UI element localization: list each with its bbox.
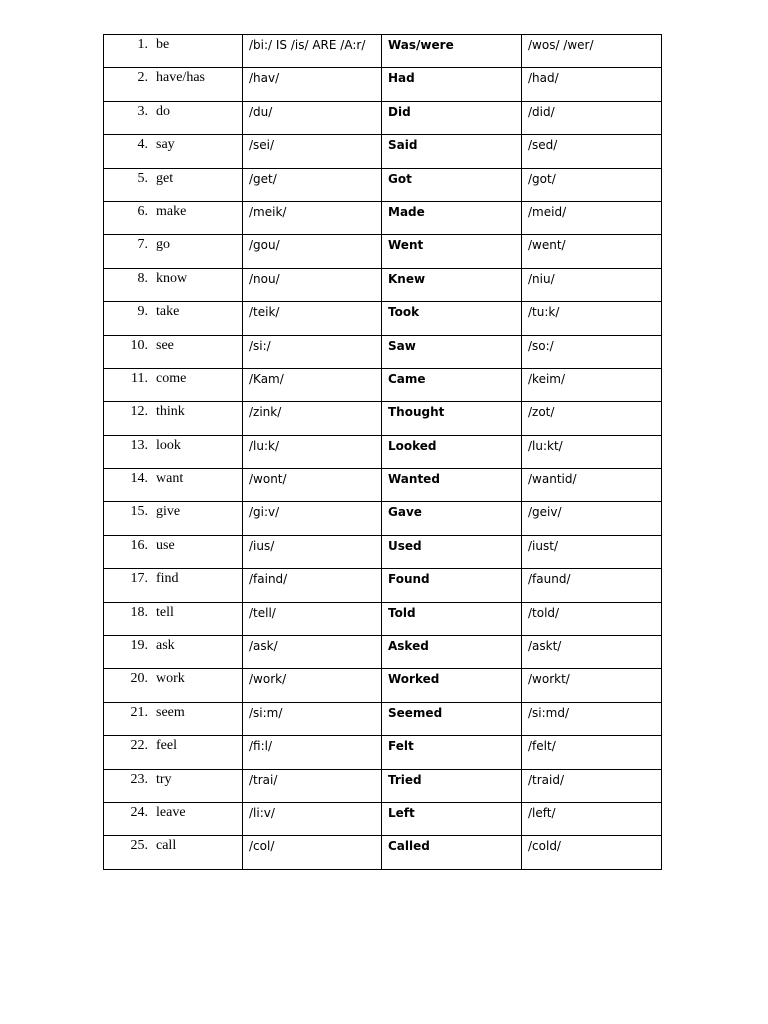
- verb-cell: [104, 736, 243, 769]
- verb-word: give: [156, 504, 181, 520]
- verb-cell: [104, 702, 243, 735]
- table-row: [104, 769, 662, 802]
- row-number: 7.: [137, 237, 148, 253]
- verb-cell: [104, 836, 243, 869]
- present-pronunciation-cell: /nou/: [243, 268, 382, 301]
- past-pronunciation-cell: /had/: [522, 68, 662, 101]
- past-pronunciation-cell: /tu:k/: [522, 302, 662, 335]
- verb-word: see: [156, 337, 174, 353]
- table-row: [104, 235, 662, 268]
- table-row: [104, 669, 662, 702]
- verb-word: go: [156, 237, 170, 253]
- present-pronunciation-cell: /li:v/: [243, 802, 382, 835]
- table-row: [104, 736, 662, 769]
- verb-word: say: [156, 137, 175, 153]
- verb-word: leave: [156, 804, 186, 820]
- verb-cell: [104, 101, 243, 134]
- table-row: [104, 836, 662, 869]
- table-row: [104, 68, 662, 101]
- present-pronunciation-cell: /meik/: [243, 201, 382, 234]
- row-number: 13.: [130, 437, 148, 453]
- present-pronunciation-cell: /tell/: [243, 602, 382, 635]
- past-pronunciation-cell: /keim/: [522, 368, 662, 401]
- past-tense-cell: Got: [382, 168, 522, 201]
- verb-word: come: [156, 370, 187, 386]
- past-tense-cell: Used: [382, 535, 522, 568]
- row-number: 1.: [137, 37, 148, 52]
- row-number: 24.: [130, 804, 148, 820]
- verb-cell: [104, 68, 243, 101]
- past-tense-cell: Did: [382, 101, 522, 134]
- verb-cell: [104, 402, 243, 435]
- past-tense-cell: Seemed: [382, 702, 522, 735]
- past-pronunciation-cell: /askt/: [522, 636, 662, 669]
- present-pronunciation-cell: /gi:v/: [243, 502, 382, 535]
- verb-word: work: [156, 671, 185, 687]
- table-row: [104, 168, 662, 201]
- present-pronunciation-cell: /sei/: [243, 135, 382, 168]
- past-pronunciation-cell: /geiv/: [522, 502, 662, 535]
- past-tense-cell: Called: [382, 836, 522, 869]
- past-tense-cell: Looked: [382, 435, 522, 468]
- verb-word: use: [156, 537, 175, 553]
- table-row: [104, 201, 662, 234]
- verb-cell: [104, 35, 243, 68]
- table-row: [104, 636, 662, 669]
- past-tense-cell: Worked: [382, 669, 522, 702]
- past-tense-cell: Gave: [382, 502, 522, 535]
- verb-cell: [104, 268, 243, 301]
- row-number: 19.: [130, 638, 148, 654]
- table-row: [104, 135, 662, 168]
- verb-word: know: [156, 270, 188, 286]
- past-pronunciation-cell: /felt/: [522, 736, 662, 769]
- verb-cell: [104, 201, 243, 234]
- verb-cell: [104, 235, 243, 268]
- verb-word: make: [156, 203, 187, 219]
- past-tense-cell: Said: [382, 135, 522, 168]
- verb-cell: [104, 636, 243, 669]
- verb-word: look: [156, 437, 181, 453]
- verb-cell: [104, 802, 243, 835]
- table-row: [104, 469, 662, 502]
- verb-cell: [104, 469, 243, 502]
- row-number: 12.: [130, 404, 148, 420]
- verb-word: call: [156, 838, 177, 854]
- present-pronunciation-cell: /du/: [243, 101, 382, 134]
- verb-word: tell: [156, 604, 174, 620]
- present-pronunciation-cell: /get/: [243, 168, 382, 201]
- past-tense-cell: Was/were: [382, 35, 522, 68]
- table-row: [104, 802, 662, 835]
- past-pronunciation-cell: /so:/: [522, 335, 662, 368]
- row-number: 20.: [130, 671, 148, 687]
- table-row: [104, 402, 662, 435]
- table-row: [104, 602, 662, 635]
- verb-word: do: [156, 103, 170, 119]
- table-row: [104, 101, 662, 134]
- verb-word: try: [156, 771, 172, 787]
- present-pronunciation-cell: /gou/: [243, 235, 382, 268]
- table-row: [104, 368, 662, 401]
- past-pronunciation-cell: /traid/: [522, 769, 662, 802]
- past-pronunciation-cell: /got/: [522, 168, 662, 201]
- verb-cell: [104, 769, 243, 802]
- past-pronunciation-cell: /workt/: [522, 669, 662, 702]
- present-pronunciation-cell: /lu:k/: [243, 435, 382, 468]
- present-pronunciation-cell: /trai/: [243, 769, 382, 802]
- row-number: 3.: [137, 103, 148, 119]
- verb-cell: [104, 302, 243, 335]
- present-pronunciation-cell: /si:/: [243, 335, 382, 368]
- row-number: 8.: [137, 270, 148, 286]
- past-pronunciation-cell: /wantid/: [522, 469, 662, 502]
- past-tense-cell: Had: [382, 68, 522, 101]
- verb-word: be: [156, 37, 170, 52]
- verb-word: seem: [156, 704, 185, 720]
- past-tense-cell: Knew: [382, 268, 522, 301]
- table-row: [104, 702, 662, 735]
- past-pronunciation-cell: /faund/: [522, 569, 662, 602]
- past-pronunciation-cell: /si:md/: [522, 702, 662, 735]
- verb-cell: [104, 669, 243, 702]
- verb-table: [103, 34, 662, 870]
- past-tense-cell: Wanted: [382, 469, 522, 502]
- table-row: [104, 535, 662, 568]
- present-pronunciation-cell: /wont/: [243, 469, 382, 502]
- past-tense-cell: Took: [382, 302, 522, 335]
- verb-cell: [104, 368, 243, 401]
- row-number: 10.: [130, 337, 148, 353]
- row-number: 18.: [130, 604, 148, 620]
- row-number: 22.: [130, 738, 148, 754]
- past-tense-cell: Felt: [382, 736, 522, 769]
- present-pronunciation-cell: /col/: [243, 836, 382, 869]
- row-number: 17.: [130, 571, 148, 587]
- table-row: [104, 569, 662, 602]
- verb-cell: [104, 335, 243, 368]
- table-row: [104, 435, 662, 468]
- row-number: 2.: [137, 70, 148, 86]
- past-tense-cell: Thought: [382, 402, 522, 435]
- table-row: [104, 302, 662, 335]
- table-row: [104, 268, 662, 301]
- row-number: 25.: [130, 838, 148, 854]
- past-pronunciation-cell: /did/: [522, 101, 662, 134]
- verb-word: feel: [156, 738, 177, 754]
- past-pronunciation-cell: /went/: [522, 235, 662, 268]
- past-pronunciation-cell: /told/: [522, 602, 662, 635]
- row-number: 14.: [130, 471, 148, 487]
- row-number: 21.: [130, 704, 148, 720]
- verb-word: have/has: [156, 70, 205, 86]
- past-pronunciation-cell: /zot/: [522, 402, 662, 435]
- present-pronunciation-cell: /ius/: [243, 535, 382, 568]
- row-number: 4.: [137, 137, 148, 153]
- past-tense-cell: Told: [382, 602, 522, 635]
- past-tense-cell: Found: [382, 569, 522, 602]
- past-pronunciation-cell: /sed/: [522, 135, 662, 168]
- present-pronunciation-cell: /fi:l/: [243, 736, 382, 769]
- present-pronunciation-cell: /work/: [243, 669, 382, 702]
- verb-word: want: [156, 471, 184, 487]
- past-tense-cell: Saw: [382, 335, 522, 368]
- past-pronunciation-cell: /meid/: [522, 201, 662, 234]
- verb-word: find: [156, 571, 179, 587]
- past-tense-cell: Left: [382, 802, 522, 835]
- verb-cell: [104, 435, 243, 468]
- past-tense-cell: Came: [382, 368, 522, 401]
- present-pronunciation-cell: /teik/: [243, 302, 382, 335]
- past-tense-cell: Went: [382, 235, 522, 268]
- table-row: [104, 35, 662, 68]
- present-pronunciation-cell: /ask/: [243, 636, 382, 669]
- row-number: 15.: [130, 504, 148, 520]
- past-pronunciation-cell: /lu:kt/: [522, 435, 662, 468]
- row-number: 6.: [137, 203, 148, 219]
- verb-word: think: [156, 404, 185, 420]
- verb-cell: [104, 502, 243, 535]
- past-pronunciation-cell: /niu/: [522, 268, 662, 301]
- row-number: 23.: [130, 771, 148, 787]
- past-tense-cell: Tried: [382, 769, 522, 802]
- present-pronunciation-cell: /bi:/ IS /is/ ARE /A:r/: [243, 35, 382, 68]
- present-pronunciation-cell: /Kam/: [243, 368, 382, 401]
- past-pronunciation-cell: /wos/ /wer/: [522, 35, 662, 68]
- verb-cell: [104, 602, 243, 635]
- present-pronunciation-cell: /si:m/: [243, 702, 382, 735]
- verb-word: get: [156, 170, 174, 186]
- verb-cell: [104, 135, 243, 168]
- past-pronunciation-cell: /iust/: [522, 535, 662, 568]
- past-pronunciation-cell: /cold/: [522, 836, 662, 869]
- row-number: 11.: [131, 370, 148, 386]
- past-pronunciation-cell: /left/: [522, 802, 662, 835]
- verb-table-body: [104, 35, 662, 870]
- verb-cell: [104, 569, 243, 602]
- present-pronunciation-cell: /zink/: [243, 402, 382, 435]
- verb-word: take: [156, 304, 180, 320]
- verb-word: ask: [156, 638, 175, 654]
- present-pronunciation-cell: /faind/: [243, 569, 382, 602]
- past-tense-cell: Asked: [382, 636, 522, 669]
- row-number: 9.: [137, 304, 148, 320]
- row-number: 5.: [137, 170, 148, 186]
- past-tense-cell: Made: [382, 201, 522, 234]
- row-number: 16.: [130, 537, 148, 553]
- verb-cell: [104, 168, 243, 201]
- table-row: [104, 335, 662, 368]
- present-pronunciation-cell: /hav/: [243, 68, 382, 101]
- table-row: [104, 502, 662, 535]
- verb-cell: [104, 535, 243, 568]
